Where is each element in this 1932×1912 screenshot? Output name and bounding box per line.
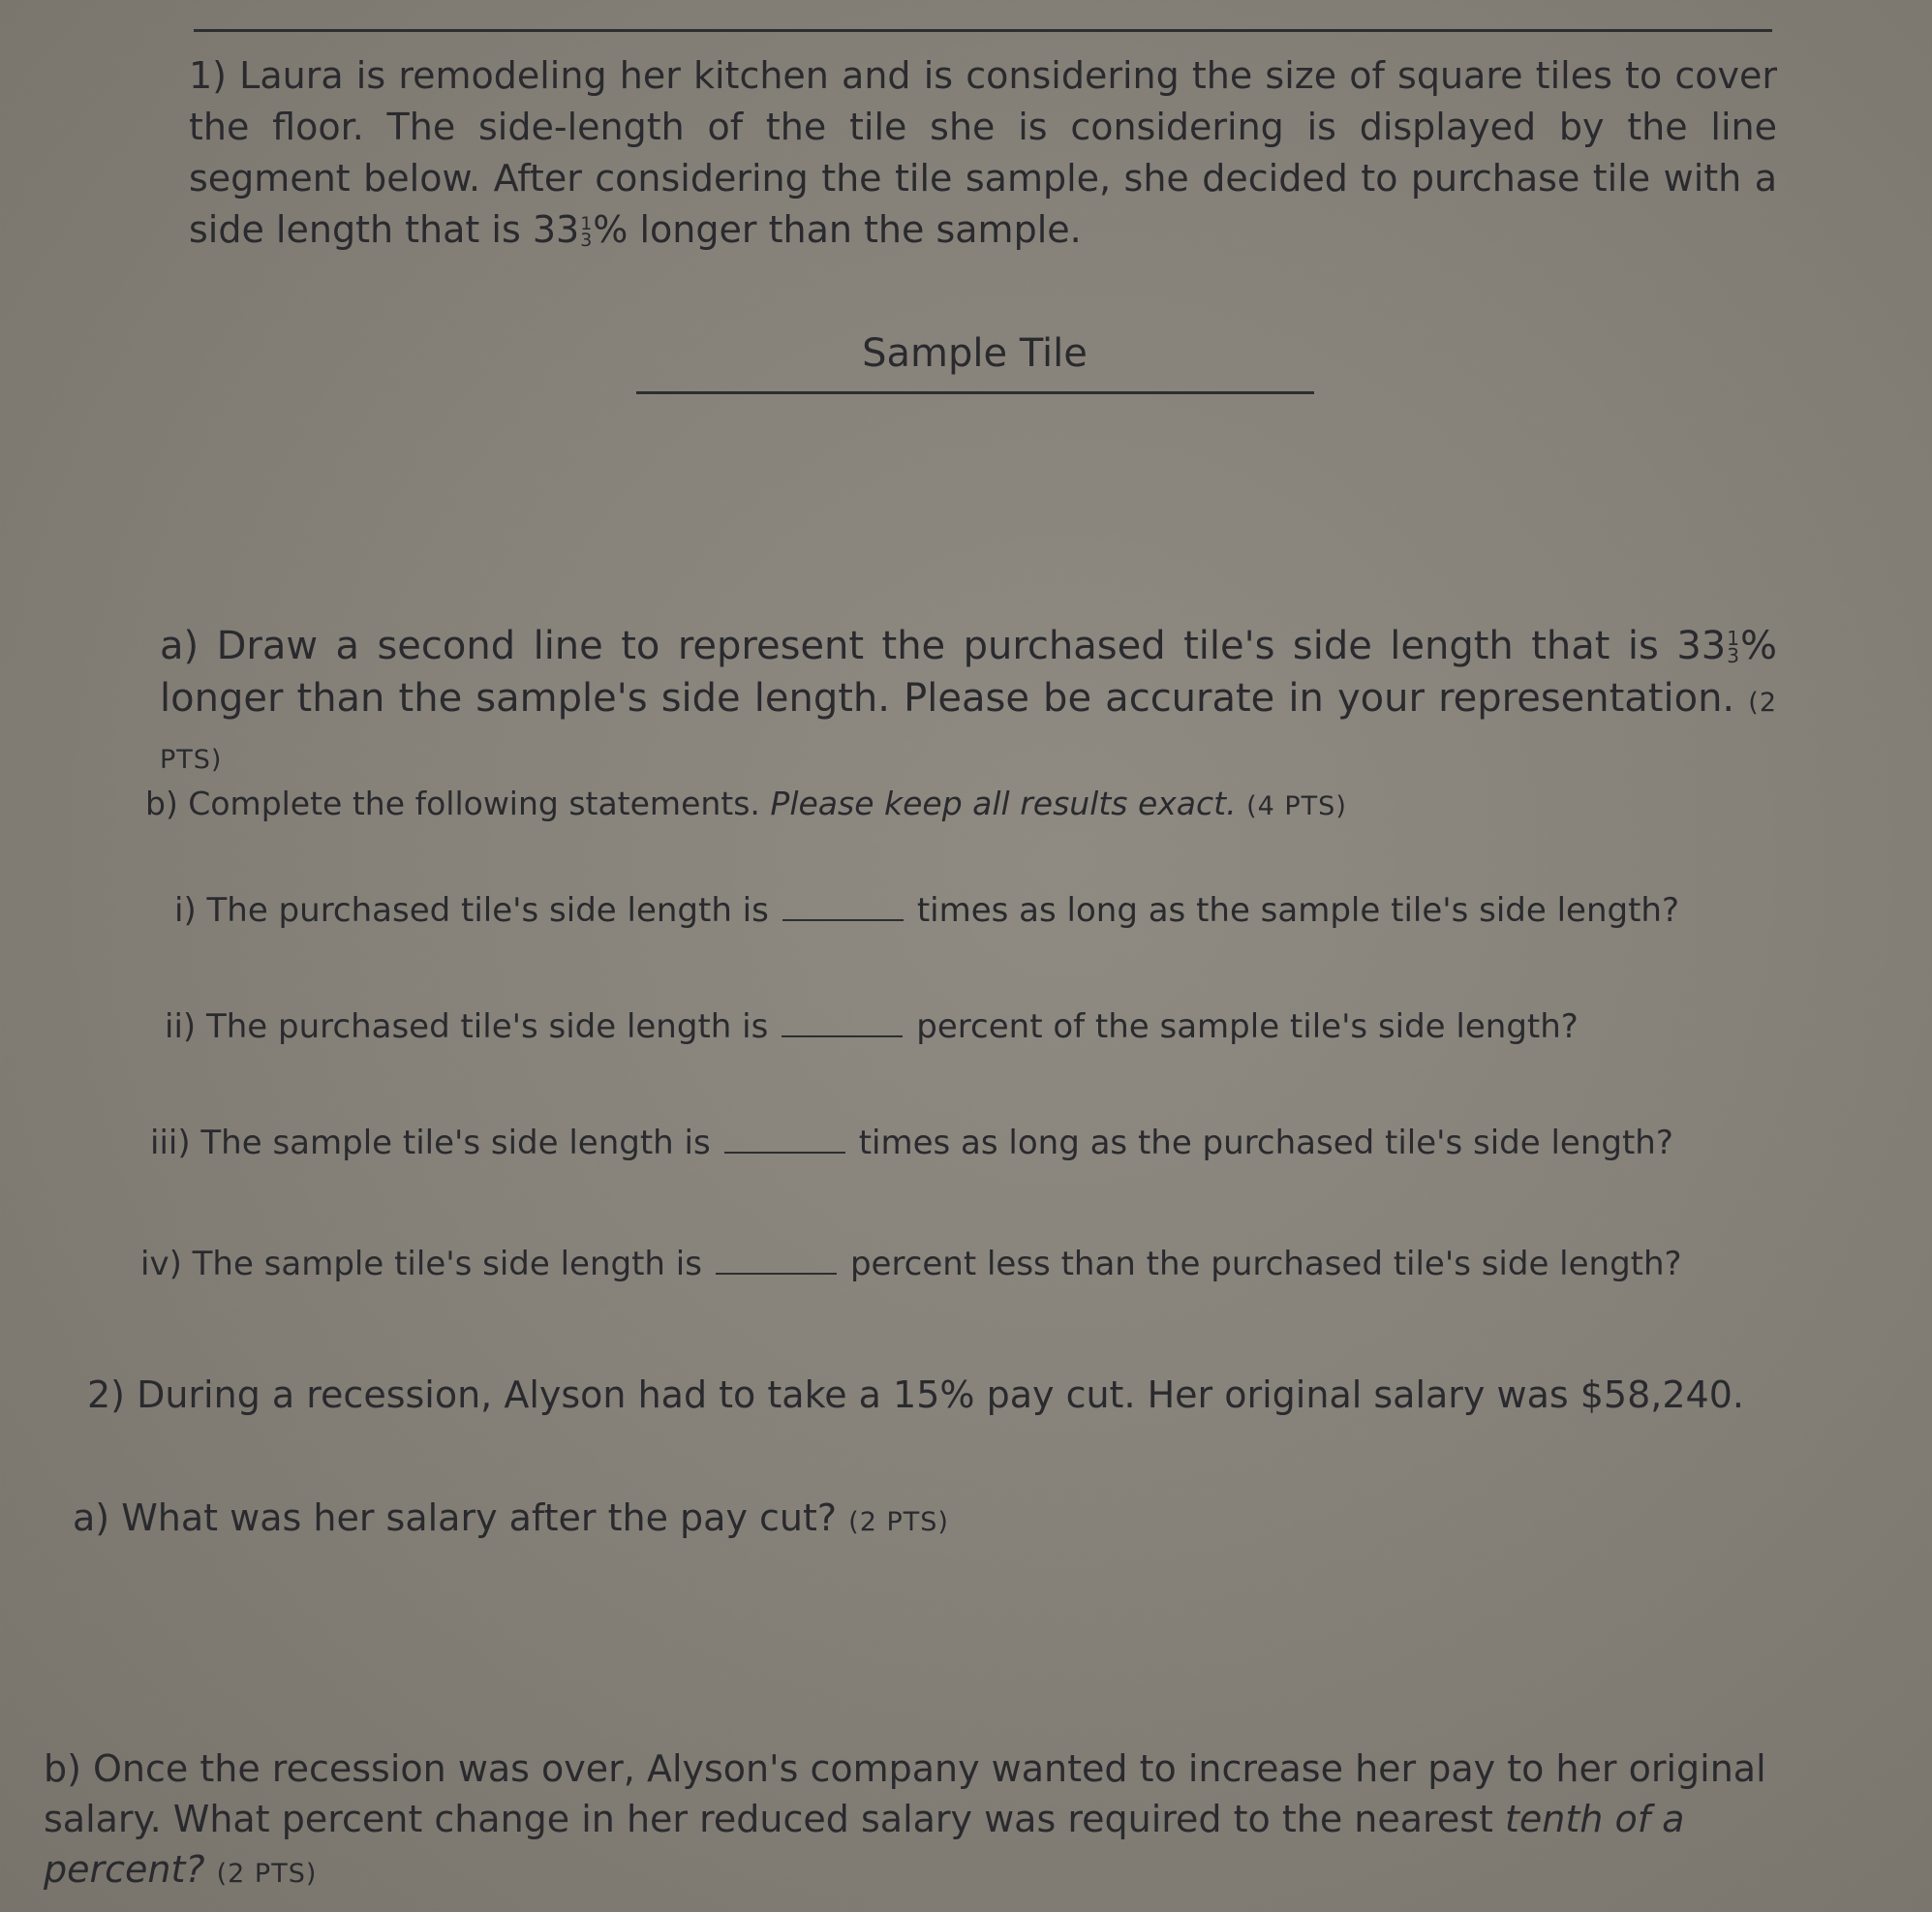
part-b-text: b) Once the recession was over, Alyson's company wanted to increase her pay to her original salary. What percent change in her reduced salary was required to the nearest [44,1747,1766,1840]
problem-2-part-b [44,1743,1816,1899]
percent-sign: % [593,208,629,251]
fraction-denominator: 3 [580,230,593,251]
fraction-one-third [580,212,593,251]
part-a-text: a) Draw a second line to represent the purchased tile's side length that is [160,624,1659,668]
answer-blank[interactable] [716,1272,837,1275]
problem-2-intro: 2) During a recession, Alyson had to take a 15% pay cut. Her original salary was $58,240. [87,1373,1744,1416]
percent-sign: % [1740,624,1778,668]
answer-blank[interactable] [724,1151,845,1154]
problem-1-part-b [145,785,1347,822]
percent-whole: 33 [1676,624,1727,668]
problem-2-part-a [73,1496,949,1539]
fraction-numerator: 1 [1727,627,1739,650]
answer-blank[interactable] [782,1034,903,1037]
part-a-text: a) What was her salary after the pay cut? [73,1496,838,1539]
percent-whole: 33 [532,208,580,251]
answer-blank[interactable] [782,918,904,921]
sample-tile-line-segment [636,391,1314,394]
problem-1-part-a [160,620,1777,786]
points-badge: (2 PTS) [160,688,1778,775]
statement-post: percent less than the purchased tile's side length? [849,1245,1682,1283]
statement-iv [140,1245,1682,1283]
statement-ii [165,1007,1579,1046]
problem-1-intro-text: 1) Laura is remodeling her kitchen and is considering the size of square tiles to cover the floor. The side-length of the tile she is considering is displayed by the line segment below. After considering the tile sample, she decided to purchase tile with a side length that is [189,54,1777,251]
fraction-one-third [1727,627,1739,667]
statement-i [174,891,1679,930]
part-b-text: b) Complete the following statements. [145,785,760,822]
statement-iii [150,1124,1673,1162]
part-a-text-end: longer than the sample's side length. Please be accurate in your representation. [160,676,1735,721]
part-b-emphasis: Please keep all results exact. [770,785,1237,822]
problem-1-intro [189,50,1777,256]
fraction-numerator: 1 [580,212,593,234]
problem-1-intro-end: longer than the sample. [639,208,1082,251]
statement-pre: iii) The sample tile's side length is [150,1124,711,1162]
statement-post: times as long as the purchased tile's side length? [858,1124,1673,1162]
points-badge: (2 PTS) [848,1507,949,1537]
points-badge: (4 PTS) [1246,791,1347,821]
sample-tile-label: Sample Tile [862,331,1088,376]
statement-post: times as long as the sample tile's side length? [916,891,1680,930]
fraction-denominator: 3 [1727,644,1739,667]
part-b-emphasis: tenth of a percent? [44,1798,1685,1891]
top-rule [194,29,1772,32]
statement-pre: ii) The purchased tile's side length is [165,1007,769,1046]
statement-pre: i) The purchased tile's side length is [174,891,769,930]
statement-post: percent of the sample tile's side length? [916,1007,1579,1046]
points-badge: (2 PTS) [216,1859,318,1889]
statement-pre: iv) The sample tile's side length is [140,1245,702,1283]
